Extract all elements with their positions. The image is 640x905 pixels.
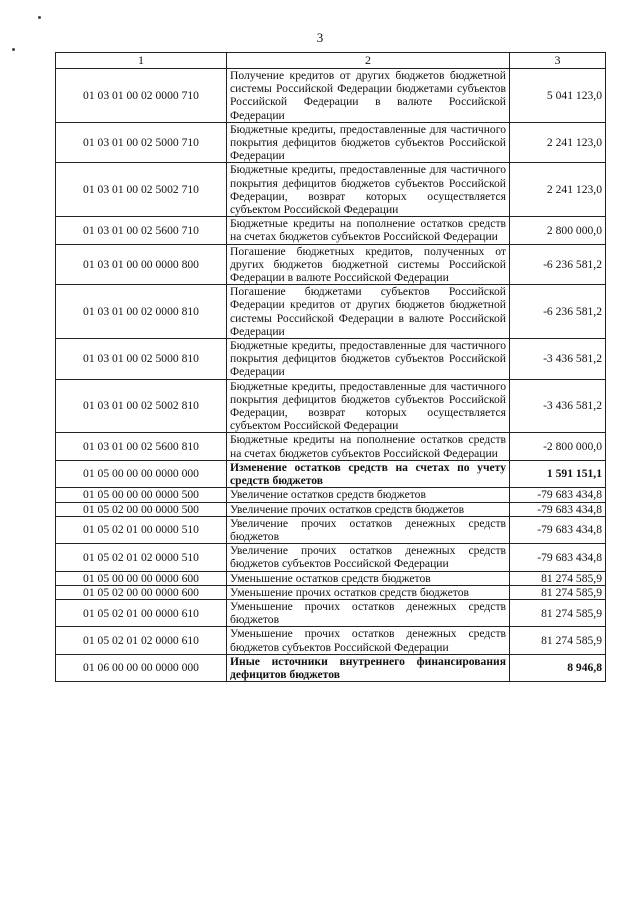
table-row [56, 599, 606, 626]
row-name: Бюджетные кредиты, предоставленные для частичного покрытия дефицитов бюджетов субъектов Российской Федерации, возврат которых осуществляется субъектом Российской Федерации [227, 379, 510, 433]
row-code: 01 05 02 00 00 0000 600 [56, 585, 227, 599]
budget-sources-table [55, 52, 606, 682]
row-amount: -3 436 581,2 [510, 379, 606, 433]
row-code: 01 03 01 00 00 0000 800 [56, 244, 227, 285]
row-code: 01 03 01 00 02 5002 810 [56, 379, 227, 433]
row-amount: -3 436 581,2 [510, 339, 606, 380]
row-amount: -79 683 434,8 [510, 502, 606, 516]
row-amount: 81 274 585,9 [510, 585, 606, 599]
row-code: 01 03 01 00 02 0000 710 [56, 69, 227, 123]
table-header-row [56, 53, 606, 69]
column-header-code: 1 [56, 53, 227, 69]
row-amount: -79 683 434,8 [510, 516, 606, 543]
row-code: 01 03 01 00 02 0000 810 [56, 285, 227, 339]
table-row [56, 585, 606, 599]
row-amount: -6 236 581,2 [510, 244, 606, 285]
table-row [56, 627, 606, 654]
table-row [56, 544, 606, 571]
row-code: 01 05 02 00 00 0000 500 [56, 502, 227, 516]
scan-speck [38, 16, 41, 19]
row-code: 01 05 02 01 02 0000 610 [56, 627, 227, 654]
row-code: 01 05 00 00 00 0000 500 [56, 488, 227, 502]
row-name: Изменение остатков средств на счетах по учету средств бюджетов [227, 460, 510, 487]
table-row [56, 379, 606, 433]
row-amount: 81 274 585,9 [510, 627, 606, 654]
row-amount: 8 946,8 [510, 654, 606, 681]
row-code: 01 05 02 01 00 0000 510 [56, 516, 227, 543]
table-row [56, 502, 606, 516]
row-amount: 1 591 151,1 [510, 460, 606, 487]
row-name: Бюджетные кредиты, предоставленные для частичного покрытия дефицитов бюджетов субъектов Российской Федерации [227, 339, 510, 380]
row-code: 01 05 02 01 02 0000 510 [56, 544, 227, 571]
row-amount: -79 683 434,8 [510, 544, 606, 571]
row-code: 01 03 01 00 02 5000 810 [56, 339, 227, 380]
table-row [56, 285, 606, 339]
table-row [56, 244, 606, 285]
row-name: Уменьшение прочих остатков денежных средств бюджетов [227, 599, 510, 626]
column-header-name: 2 [227, 53, 510, 69]
row-name: Бюджетные кредиты на пополнение остатков средств на счетах бюджетов субъектов Российской Федерации [227, 217, 510, 244]
row-name: Уменьшение прочих остатков средств бюджетов [227, 585, 510, 599]
row-name: Уменьшение прочих остатков денежных средств бюджетов субъектов Российской Федерации [227, 627, 510, 654]
row-name: Погашение бюджетами субъектов Российской Федерации кредитов от других бюджетов бюджетной системы Российской Федерации в валюте Российской Федерации [227, 285, 510, 339]
table-row [56, 163, 606, 217]
table-row [56, 217, 606, 244]
table-row [56, 339, 606, 380]
row-code: 01 03 01 00 02 5600 710 [56, 217, 227, 244]
table-row [56, 122, 606, 163]
table-row [56, 69, 606, 123]
row-code: 01 05 02 01 00 0000 610 [56, 599, 227, 626]
row-name: Погашение бюджетных кредитов, полученных от других бюджетов бюджетной системы Российской Федерации в валюте Российской Федерации [227, 244, 510, 285]
row-name: Увеличение прочих остатков средств бюджетов [227, 502, 510, 516]
table-row [56, 460, 606, 487]
table-row [56, 433, 606, 460]
table-row [56, 488, 606, 502]
row-name: Бюджетные кредиты, предоставленные для частичного покрытия дефицитов бюджетов субъектов Российской Федерации [227, 122, 510, 163]
row-amount: 2 241 123,0 [510, 163, 606, 217]
page-number: 3 [316, 30, 324, 45]
row-amount: 81 274 585,9 [510, 599, 606, 626]
row-amount: 5 041 123,0 [510, 69, 606, 123]
row-code: 01 06 00 00 00 0000 000 [56, 654, 227, 681]
table-row [56, 654, 606, 681]
row-amount: -79 683 434,8 [510, 488, 606, 502]
row-name: Увеличение остатков средств бюджетов [227, 488, 510, 502]
row-code: 01 05 00 00 00 0000 600 [56, 571, 227, 585]
table-row [56, 571, 606, 585]
row-amount: 2 800 000,0 [510, 217, 606, 244]
row-amount: 81 274 585,9 [510, 571, 606, 585]
row-name: Получение кредитов от других бюджетов бюджетной системы Российской Федерации бюджетами субъектов Российской Федерации в валюте Российской Федерации [227, 69, 510, 123]
row-name: Иные источники внутреннего финансирования дефицитов бюджетов [227, 654, 510, 681]
row-code: 01 03 01 00 02 5002 710 [56, 163, 227, 217]
row-code: 01 05 00 00 00 0000 000 [56, 460, 227, 487]
scan-speck [12, 48, 15, 51]
row-amount: 2 241 123,0 [510, 122, 606, 163]
row-code: 01 03 01 00 02 5600 810 [56, 433, 227, 460]
row-name: Увеличение прочих остатков денежных средств бюджетов [227, 516, 510, 543]
row-amount: -6 236 581,2 [510, 285, 606, 339]
table-row [56, 516, 606, 543]
table-body [56, 69, 606, 682]
row-code: 01 03 01 00 02 5000 710 [56, 122, 227, 163]
column-header-amount: 3 [510, 53, 606, 69]
row-name: Уменьшение остатков средств бюджетов [227, 571, 510, 585]
row-name: Бюджетные кредиты, предоставленные для частичного покрытия дефицитов бюджетов субъектов Российской Федерации, возврат которых осуществляется субъектом Российской Федерации [227, 163, 510, 217]
row-name: Бюджетные кредиты на пополнение остатков средств на счетах бюджетов субъектов Российской Федерации [227, 433, 510, 460]
row-amount: -2 800 000,0 [510, 433, 606, 460]
row-name: Увеличение прочих остатков денежных средств бюджетов субъектов Российской Федерации [227, 544, 510, 571]
